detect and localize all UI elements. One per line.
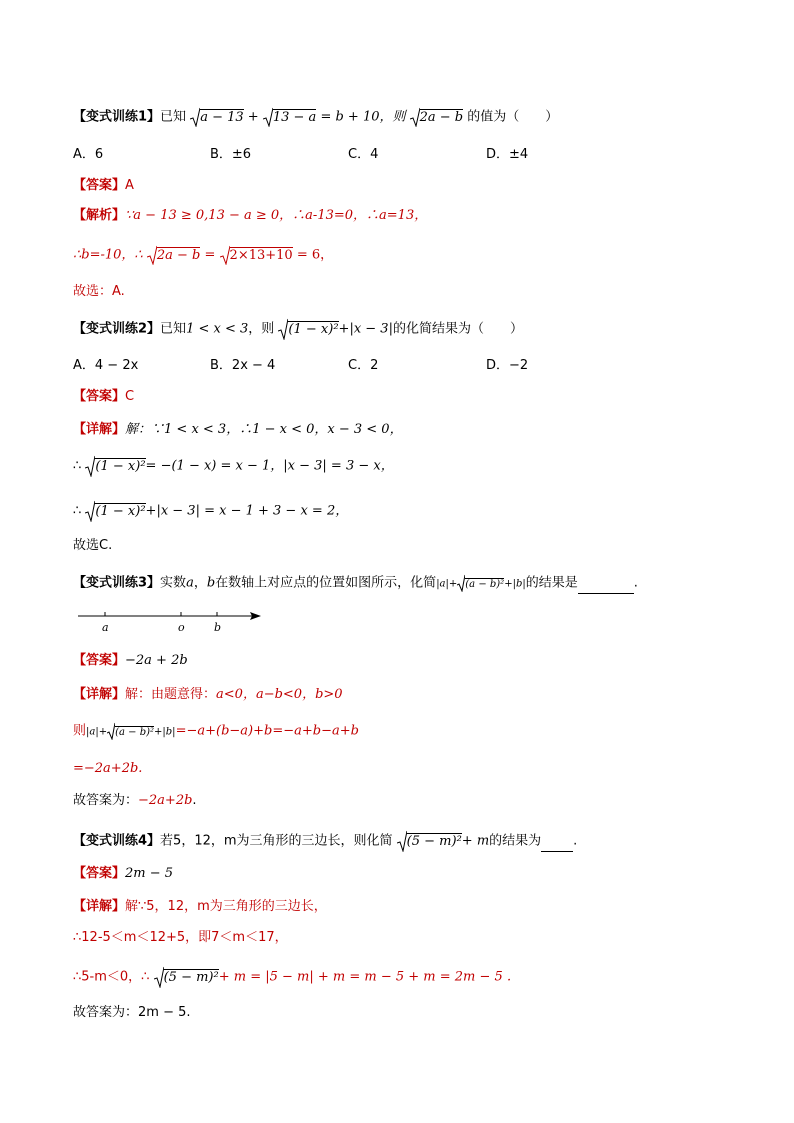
q3-text-a: 实数: [160, 575, 187, 591]
q1-option-b: B．±6: [210, 147, 252, 162]
q2-detail-line1: [73, 421, 403, 439]
q2-answer: [73, 388, 134, 406]
sqrt-icon: [147, 245, 157, 265]
q3-detail-line1: [73, 686, 343, 704]
q3-expr-radicand: (a − b)²: [465, 578, 505, 590]
q1-analysis-l2-post: = 6，: [296, 247, 334, 263]
q4-l3-post: + m = |5 − m| + m = m − 5 + m = 2m − 5 .: [218, 969, 512, 985]
q1-analysis-radicand-2: 2×13+10: [229, 247, 293, 263]
q3-var-a: a: [186, 575, 194, 591]
q2-detail-tag: 【详解】: [73, 422, 126, 437]
q1-tag: 【变式训练1】: [73, 109, 161, 125]
q2-l2-post: = −(1 − x) = x − 1，|x − 3| = 3 − x，: [145, 458, 394, 474]
q1-option-d: D．±4: [486, 147, 529, 162]
q3-expr-end: +|b|: [504, 578, 526, 590]
q3-var-b: b: [206, 575, 216, 591]
q1-answer-value: A: [125, 178, 134, 193]
sqrt-icon: [190, 107, 200, 127]
q3-text-d: 的结果是: [525, 575, 578, 591]
q3-detail-line3: =−2a+2b.: [73, 761, 143, 776]
q1-radicand-2: 13 − a: [272, 109, 317, 125]
q1-stem: [73, 107, 558, 127]
q2-detail-line2: [73, 455, 394, 477]
q2-radicand: (1 − x)²: [288, 321, 339, 337]
q3-l2-end: +|b|: [154, 726, 176, 738]
q4-radicand: (5 − m)²: [406, 833, 462, 849]
q4-stem: [73, 830, 577, 852]
label-o: o: [178, 621, 185, 634]
q2-conclusion: 故选C.: [73, 538, 113, 553]
q4-detail-tag: 【详解】: [73, 899, 126, 914]
q2-l2-pre: ∴: [73, 458, 82, 474]
q2-condition: 1 < x < 3: [186, 321, 249, 337]
label-a: a: [102, 621, 109, 634]
sqrt-icon: [85, 500, 95, 522]
sqrt-icon: [397, 830, 407, 852]
sqrt-icon: [85, 455, 95, 477]
q3-conclusion-post: .: [192, 793, 197, 808]
q4-plus-m: + m: [461, 833, 490, 849]
q3-tag: 【变式训练3】: [73, 575, 161, 591]
q3-conclusion: [73, 792, 197, 810]
q2-option-b: B．2x − 4: [210, 358, 276, 373]
q3-conclusion-value: −2a+2b: [138, 793, 193, 808]
q4-conclusion: 故答案为：2m − 5.: [73, 1005, 191, 1020]
q2-prefix: 已知: [160, 321, 187, 337]
q4-detail-line1: [73, 898, 327, 916]
label-b: b: [214, 621, 222, 634]
q3-text-c: 在数轴上对应点的位置如图所示，化简: [215, 575, 437, 591]
sqrt-icon: [107, 722, 115, 740]
q3-answer: [73, 652, 188, 670]
q4-detail-line2: ∴12-5＜m＜12+5，即7＜m＜17，: [73, 930, 288, 945]
q2-option-c: C．2: [348, 358, 379, 373]
q2-detail-text: 解：∵1 < x < 3，∴1 − x < 0，x − 3 < 0，: [125, 422, 403, 437]
q1-analysis-line1: [73, 207, 427, 225]
q2-tag: 【变式训练2】: [73, 321, 161, 337]
q3-detail-line2: [73, 722, 359, 742]
q1-suffix: 的值为（ ）: [467, 109, 559, 125]
q2-l3-pre: ∴: [73, 503, 82, 519]
sqrt-icon: [154, 966, 164, 988]
q4-text: 若5，12，m为三角形的三边长，则化简: [160, 833, 393, 849]
q4-detail-line3: [73, 966, 511, 988]
q2-option-a: A．4 − 2x: [73, 358, 139, 373]
q1-analysis-radicand-1: 2a − b: [156, 247, 201, 263]
q3-expr-abs: |a|+: [436, 578, 458, 590]
q1-radicand-1: a − 13: [200, 109, 244, 125]
q3-detail-tag: 【详解】: [73, 687, 126, 702]
q1-analysis-eq: =: [204, 247, 216, 263]
q3-detail-text: a<0，a−b<0，b>0: [216, 687, 343, 702]
q3-conclusion-pre: 故答案为：: [73, 793, 139, 808]
q1-option-c: C．4: [348, 147, 379, 162]
q3-detail-pre: 解：由题意得：: [125, 687, 217, 702]
q1-answer-tag: 【答案】: [73, 178, 126, 193]
q3-answer-tag: 【答案】: [73, 653, 126, 668]
q1-analysis-tag: 【解析】: [73, 208, 126, 223]
q3-l2-pre: 则: [73, 723, 87, 739]
q2-option-d: D．−2: [486, 358, 529, 373]
q2-abs: +|x − 3|: [338, 321, 393, 337]
q4-answer-value: 2m − 5: [125, 866, 174, 881]
q2-answer-value: C: [125, 389, 135, 404]
q2-detail-line3: [73, 500, 348, 522]
q4-period: .: [573, 833, 578, 849]
q3-l2-radicand: (a − b)²: [115, 726, 155, 738]
q3-l2-post: =−a+(b−a)+b=−a+b−a+b: [175, 723, 359, 739]
q1-analysis-text: ∵a − 13 ≥ 0,13 − a ≥ 0，∴a-13=0，∴a=13，: [125, 208, 428, 223]
q4-answer: [73, 865, 173, 883]
sqrt-icon: [410, 107, 420, 127]
q4-detail-text: 解∵5，12，m为三角形的三边长，: [125, 899, 327, 914]
q4-answer-tag: 【答案】: [73, 866, 126, 881]
q1-answer: [73, 177, 134, 195]
q3-text-b: ，: [193, 575, 207, 591]
q1-option-a: A．6: [73, 147, 104, 162]
q3-answer-blank: [578, 579, 634, 594]
q2-answer-tag: 【答案】: [73, 389, 126, 404]
sqrt-icon: [220, 245, 230, 265]
q1-plus: +: [247, 109, 259, 125]
sqrt-icon: [278, 318, 288, 340]
number-line: [78, 607, 264, 637]
q4-l3-pre: ∴5-m＜0，∴: [73, 969, 150, 985]
q3-answer-value: −2a + 2b: [125, 653, 188, 668]
q1-prefix: 已知: [160, 109, 187, 125]
q3-period: .: [633, 575, 638, 591]
q4-l3-radicand: (5 − m)²: [163, 969, 219, 985]
q2-suffix: 的化简结果为（ ）: [392, 321, 523, 337]
q2-l3-radicand: (1 − x)²: [95, 503, 146, 519]
sqrt-icon: [263, 107, 273, 127]
q1-conclusion: 故选：A.: [73, 284, 125, 299]
q3-l2-abs: |a|+: [86, 726, 108, 738]
q2-l2-radicand: (1 − x)²: [95, 458, 146, 474]
q4-tag: 【变式训练4】: [73, 833, 161, 849]
q2-stem: [73, 318, 523, 340]
q2-mid: ，则: [248, 321, 275, 337]
q1-radicand-3: 2a − b: [419, 109, 464, 125]
q4-suffix: 的结果为: [489, 833, 542, 849]
q1-analysis-l2-pre: ∴b=-10，∴: [73, 247, 143, 263]
q2-l3-post: +|x − 3| = x − 1 + 3 − x = 2，: [145, 503, 349, 519]
q1-analysis-line2: [73, 245, 333, 265]
q3-stem: [73, 574, 638, 594]
q1-equation: = b + 10，则: [320, 109, 406, 125]
q4-answer-blank: [541, 837, 573, 852]
